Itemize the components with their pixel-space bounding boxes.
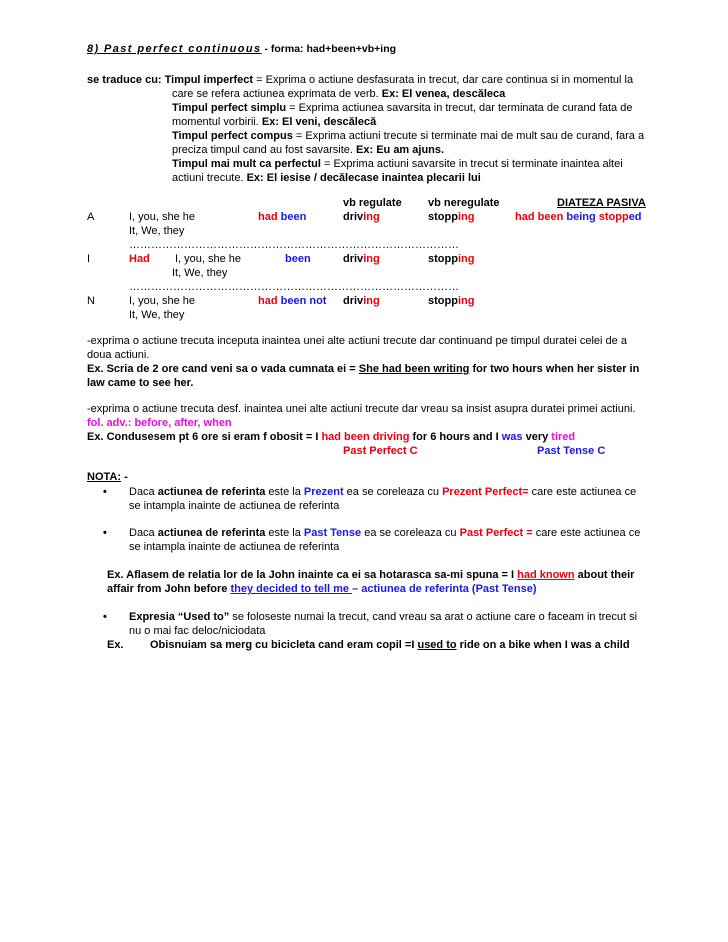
section-title: 8) Past perfect continuous [87,43,262,55]
row-i-regular-verb [343,253,380,267]
usage2-example-very: very [522,431,552,443]
nota-example-1 [107,569,634,583]
traduce-line-7 [172,158,623,172]
nota-b1-prezent: Prezent [303,486,344,498]
row-a-stopp: stopp [428,211,458,223]
usage1-example-underlined: She had been writing [358,363,470,375]
bullet-icon: • [103,611,107,623]
nota-b1-prezent-perfect: Prezent Perfect= [442,486,529,498]
row-n-driv: driv [343,295,364,307]
bullet-icon: • [103,486,107,498]
row-a-regular-verb [343,211,380,225]
mai-mult-ca-perfect-term: Timpul mai mult ca perfectul [172,158,321,170]
row-a-been: been [277,211,307,223]
row-n-been-not: been not [277,295,327,307]
nota-b1-actiunea: actiunea de referinta [157,486,266,498]
nota-b3-used-to: Expresia “Used to” [129,611,230,623]
usage1-line-1: -exprima o actiune trecuta inceputa inaintea unei alte actiuni trecute dar continuand pe timpul duratei celei de a [87,335,627,347]
perfect-simplu-term: Timpul perfect simplu [172,102,287,114]
passive-had-been: had been [515,211,564,223]
row-a-passive [515,211,642,225]
row-a-pronouns-2: It, We, they [129,225,185,237]
row-i-ing-1: ing [363,253,380,265]
usage2-adverbs: fol. adv.: before, after, when [87,417,232,429]
nota-example-3-label: Ex. [107,639,124,651]
nota-b3-line1: se foloseste numai la trecut, cand vreau sa arat o actiune care o faceam in trecut si [229,611,638,623]
row-n-regular-verb [343,295,380,309]
row-a-driv: driv [343,211,364,223]
imperfect-example: Ex: El venea, descăleca [381,88,506,100]
nota-b2-actiunea: actiunea de referinta [157,527,266,539]
nota-b2-post: care este actiunea ce [532,527,641,539]
nota-b1-mid2: ea se coreleaza cu [343,486,443,498]
row-n-label: N [87,295,95,307]
row-n-auxiliary [258,295,326,309]
nota-bullet-2 [129,527,640,541]
row-n-ing-1: ing [363,295,380,307]
dotted-separator-2: ……………………………………………………………………………… [129,281,459,293]
row-a-irregular-verb [428,211,474,225]
label-past-perfect-c: Past Perfect C [343,445,418,457]
row-a-auxiliary [258,211,306,225]
usage1-example-pre: Ex. Scria de 2 ore cand veni sa o vada cumnata ei = [87,363,359,375]
row-n-pronouns-2: It, We, they [129,309,185,321]
row-i-stopp: stopp [428,253,458,265]
nota-bullet-1 [129,486,636,500]
nota-ex3-used-to: used to [417,639,457,651]
usage2-example [87,431,575,445]
nota-b2-pre: Daca [129,527,158,539]
perfect-compus-desc: = Exprima actiuni trecute si terminate mai de mult sau de curand, fara a [292,130,645,142]
nota-example-1-line-2 [107,583,537,597]
perfect-simplu-desc-2: momentul vorbirii. [172,116,262,128]
section-heading [87,43,396,57]
usage2-example-was: was [501,431,523,443]
nota-example-3 [150,639,630,653]
passive-ed: ed [628,211,642,223]
imperfect-desc-2: care se refera actiunea exprimata de verb. [172,88,382,100]
row-a-label: A [87,211,95,223]
nota-b2-mid2: ea se coreleaza cu [361,527,460,539]
row-i-label: I [87,253,91,265]
row-i-pronouns-2: It, We, they [172,267,228,279]
traduce-line-5 [172,130,644,144]
passive-being: being [563,211,596,223]
traduce-line-3 [172,102,632,116]
mai-mult-ca-perfect-desc-2: actiuni trecute. [172,172,247,184]
usage2-example-mid: for 6 hours and I [409,431,502,443]
nota-ex2-pre: affair from John before [107,583,231,595]
traduce-line-6 [172,144,444,158]
row-a-pronouns-1: I, you, she he [129,211,196,223]
bullet-icon: • [103,527,107,539]
nota-dash: - [121,471,128,483]
row-a-ing-2: ing [457,211,475,223]
nota-ex3-pre: Obisnuiam sa merg cu bicicleta cand eram copil =I [150,639,418,651]
mai-mult-ca-perfect-example: Ex: El iesise / decălecase inaintea plecarii lui [246,172,481,184]
traduce-line-2 [172,88,505,102]
nota-ex2-post: – actiunea de referinta (Past Tense) [352,583,537,595]
imperfect-desc: = Exprima o actiune desfasurata in trecut, dar care continua si in momentul la [253,74,634,86]
usage2-example-pre: Ex. Condusesem pt 6 ore si eram f obosit = I [87,431,322,443]
nota-b2-mid: este la [265,527,304,539]
traduce-line-1 [87,74,633,88]
usage1-line-2: doua actiuni. [87,349,150,361]
nota-ex-had-known: had known [517,569,575,581]
row-i-irregular-verb [428,253,474,267]
nota-ex2-they-decided: they decided to tell me [230,583,353,595]
traduce-line-4 [172,116,376,130]
perfect-compus-example: Ex: Eu am ajuns. [356,144,445,156]
row-n-pronouns-1: I, you, she he [129,295,196,307]
row-n-had: had [258,295,278,307]
row-i-had: Had [129,253,150,265]
nota-b2-past-perfect: Past Perfect = [459,527,533,539]
nota-ex-pre: Ex. Aflasem de relatia lor de la John inainte ca ei sa hotarasca sa-mi spuna = I [107,569,518,581]
dotted-separator-1: ……………………………………………………………………………… [129,239,459,251]
perfect-simplu-desc: = Exprima actiunea savarsita in trecut, dar terminata de curand fata de [286,102,633,114]
usage2-example-had-been-driving: had been driving [321,431,410,443]
header-vb-neregulate: vb neregulate [428,197,500,209]
nota-ex-post: about their [574,569,635,581]
perfect-compus-desc-2: preciza timpul cand au fost savarsite. [172,144,357,156]
nota-heading [87,471,128,485]
section-forma: - forma: had+been+vb+ing [261,43,397,55]
usage2-example-tired: tired [551,431,576,443]
usage1-example-line-2: law came to see her. [87,377,194,389]
perfect-compus-term: Timpul perfect compus [172,130,293,142]
mai-mult-ca-perfect-desc: = Exprima actiuni savarsite in trecut si terminate inaintea altei [320,158,623,170]
label-past-tense-c: Past Tense C [537,445,606,457]
perfect-simplu-example: Ex: El veni, descălecă [261,116,377,128]
usage2-line-1: -exprima o actiune trecuta desf. inaintea unei alte actiuni trecute dar vreau sa insist asupra duratei primei actiuni. [87,403,636,415]
nota-b1-post: care este actiunea ce [528,486,637,498]
row-n-stopp: stopp [428,295,458,307]
usage1-example-post: for two hours when her sister in [469,363,640,375]
nota-label: NOTA: [87,471,122,483]
passive-stopp: stopp [595,211,629,223]
usage1-example [87,363,639,377]
row-i-driv: driv [343,253,364,265]
nota-bullet-3-line-2: nu o mai fac deloc/niciodata [129,625,266,637]
imperfect-term: Timpul imperfect [164,74,254,86]
traduce-label: se traduce cu: [87,74,165,86]
row-a-ing-1: ing [363,211,380,223]
row-a-had: had [258,211,278,223]
nota-ex3-post: ride on a bike when I was a child [456,639,630,651]
nota-bullet-2-line-2: se intampla inainte de actiunea de referinta [129,541,340,553]
nota-b1-mid: este la [265,486,304,498]
nota-bullet-1-line-2: se intampla inainte de actiunea de referinta [129,500,340,512]
nota-b2-past-tense: Past Tense [303,527,362,539]
nota-bullet-3 [129,611,637,625]
nota-b1-pre: Daca [129,486,158,498]
row-i-ing-2: ing [457,253,475,265]
header-vb-regulate: vb regulate [343,197,402,209]
traduce-line-8 [172,172,481,186]
header-diateza-pasiva: DIATEZA PASIVA [557,197,646,209]
row-i-been: been [285,253,311,265]
row-n-irregular-verb [428,295,474,309]
row-i-pronouns-1: I, you, she he [175,253,242,265]
row-n-ing-2: ing [457,295,475,307]
